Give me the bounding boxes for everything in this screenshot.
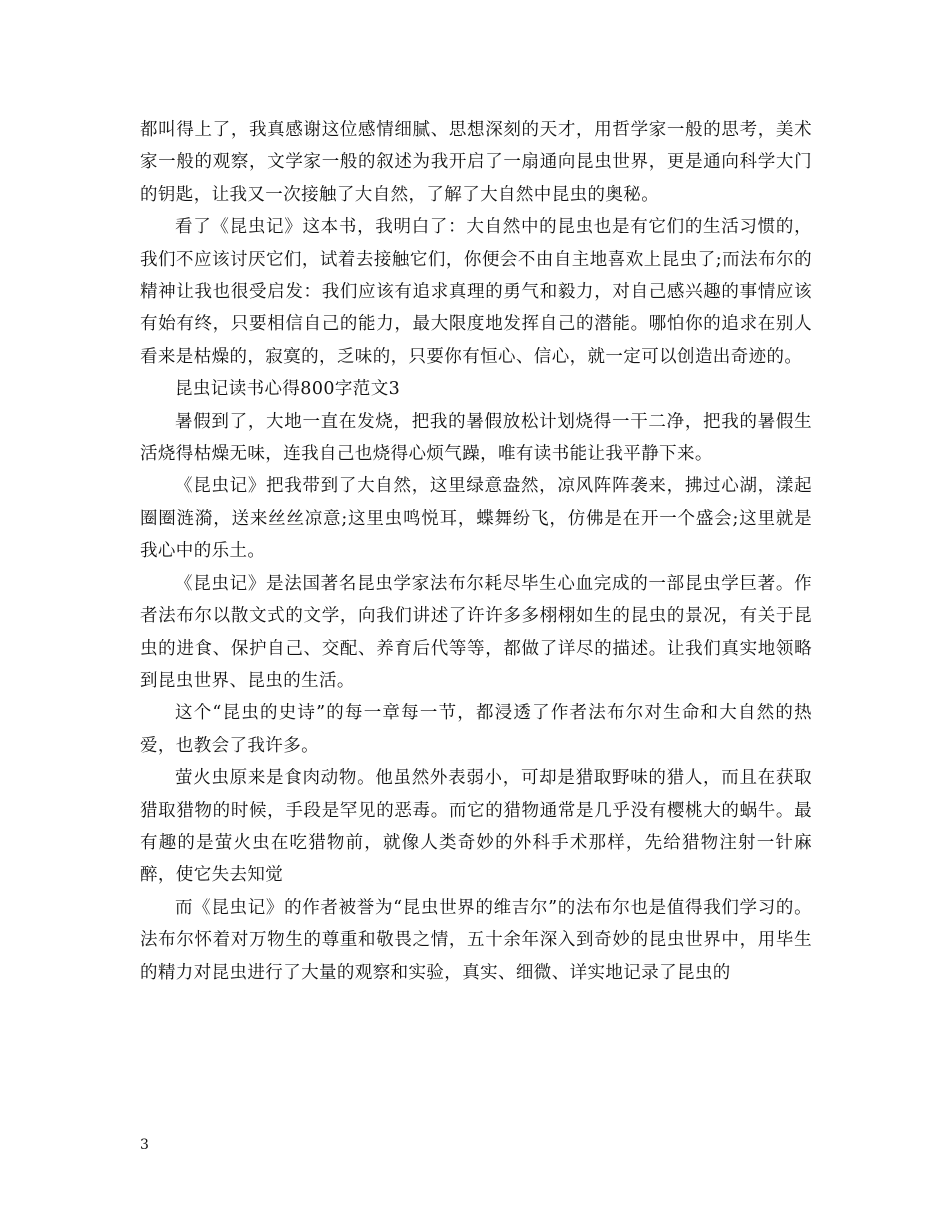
- document-body: [140, 114, 812, 989]
- paragraph: 《昆虫记》把我带到了大自然，这里绿意盎然，凉风阵阵袭来，拂过心湖，漾起圈圈涟漪，送来丝丝凉意;这里虫鸣悦耳，蝶舞纷飞，仿佛是在开一个盛会;这里就是我心中的乐土。: [140, 476, 812, 562]
- paragraph: 《昆虫记》是法国著名昆虫学家法布尔耗尽毕生心血完成的一部昆虫学巨著。作者法布尔以散文式的文学，向我们讲述了许许多多栩栩如生的昆虫的景况，有关于昆虫的进食、保护自己、交配、养育后代等等，都做了详尽的描述。让我们真实地领略到昆虫世界、昆虫的生活。: [140, 573, 812, 691]
- paragraph: 都叫得上了，我真感谢这位感情细腻、思想深刻的天才，用哲学家一般的思考，美术家一般的观察，文学家一般的叙述为我开启了一扇通向昆虫世界，更是通向科学大门的钥匙，让我又一次接触了大自然，了解了大自然中昆虫的奥秘。: [140, 120, 812, 205]
- paragraph: 暑假到了，大地一直在发烧，把我的暑假放松计划烧得一干二净，把我的暑假生活烧得枯燥无味，连我自己也烧得心烦气躁，唯有读书能让我平静下来。: [140, 411, 812, 465]
- paragraph: 而《昆虫记》的作者被誉为“昆虫世界的维吉尔”的法布尔也是值得我们学习的。法布尔怀着对万物生的尊重和敬畏之情，五十余年深入到奇妙的昆虫世界中，用毕生的精力对昆虫进行了大量的观察和实验，真实、细微、详实地记录了昆虫的: [140, 897, 812, 983]
- paragraph: 萤火虫原来是食肉动物。他虽然外表弱小，可却是猎取野味的猎人，而且在获取猎取猎物的时候，手段是罕见的恶毒。而它的猎物通常是几乎没有樱桃大的蜗牛。最有趣的是萤火虫在吃猎物前，就像人类奇妙的外科手术那样，先给猎物注射一针麻醉，使它失去知觉: [140, 768, 812, 886]
- section-heading: 昆虫记读书心得800字范文3: [175, 379, 401, 400]
- page-number: 3: [140, 1137, 149, 1153]
- paragraph: 这个“昆虫的史诗”的每一章每一节，都浸透了作者法布尔对生命和大自然的热爱，也教会了我许多。: [140, 703, 812, 756]
- paragraph: 看了《昆虫记》这本书，我明白了：大自然中的昆虫也是有它们的生活习惯的，我们不应该讨厌它们，试着去接触它们，你便会不由自主地喜欢上昆虫了;而法布尔的精神让我也很受启发：我们应该有追求真理的勇气和毅力，对自己感兴趣的事情应该有始有终，只要相信自己的能力，最大限度地发挥自己的潜能。哪怕你的追求在别人看来是枯燥的，寂寞的，乏味的，只要你有恒心、信心，就一定可以创造出奇迹的。: [140, 217, 812, 367]
